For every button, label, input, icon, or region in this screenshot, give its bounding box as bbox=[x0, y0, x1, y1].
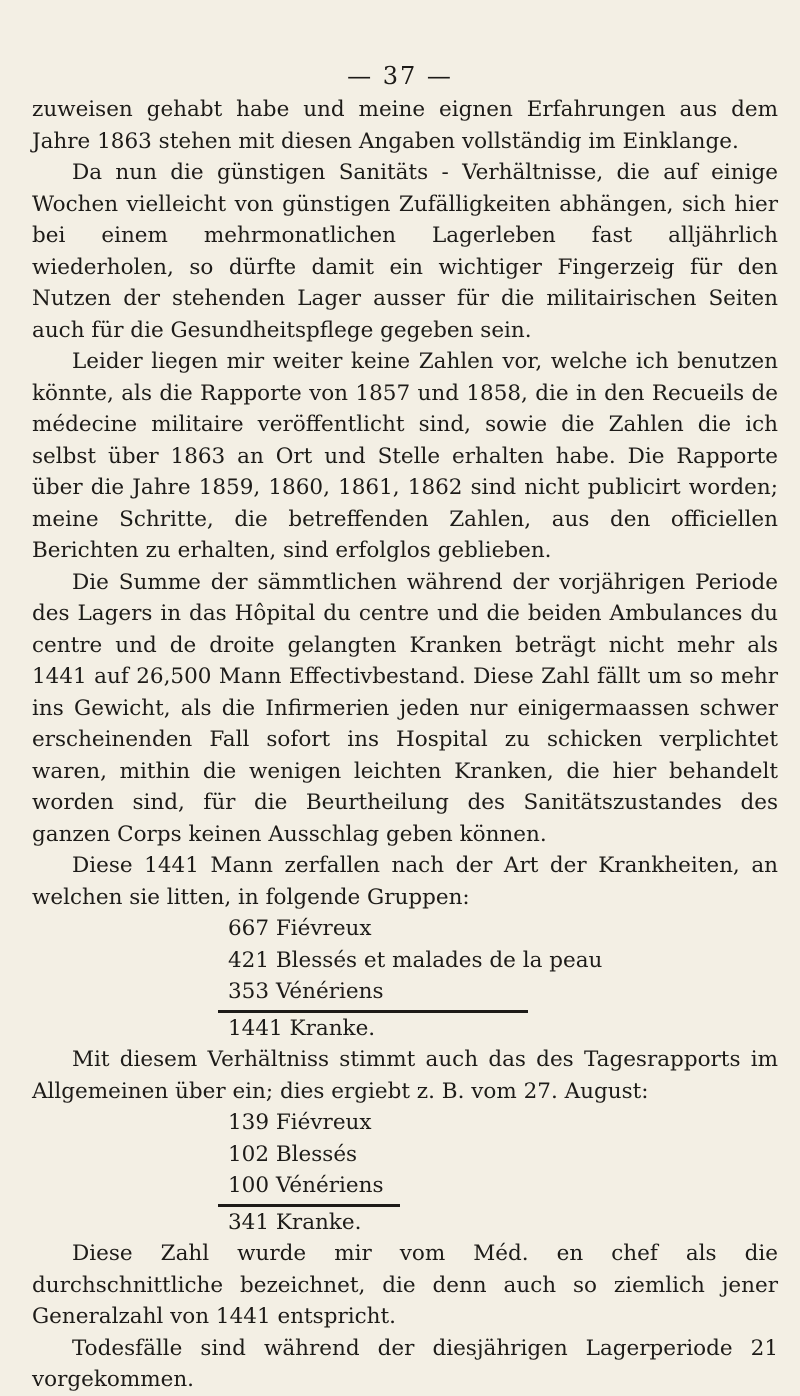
daily-report-table bbox=[32, 1107, 778, 1238]
table-total: 1441 Kranke. bbox=[228, 1015, 376, 1041]
table-row: 100 Vénériens bbox=[228, 1173, 384, 1198]
paragraph: Todesfälle sind während der diesjährigen Lagerperiode 21 vorgekommen. bbox=[32, 1335, 778, 1392]
paragraph: Mit diesem Verhältniss stimmt auch das des Tagesrapports im Allgemeinen über ein; dies ergiebt z. B. vom 27. August: bbox=[32, 1047, 778, 1104]
disease-groups-table bbox=[32, 913, 778, 1044]
paragraph: Die Summe der sämmtlichen während der vorjährigen Periode des Lagers in das Hôpital du centre und die beiden Ambulances du centre und de droite gelangten Kranken beträgt nicht mehr als 1441 auf 26,500 Mann Effectivbestand. Diese Zahl fällt um so mehr ins Gewicht, als die Infirmerien jeden nur einigermaassen schwer erscheinenden Fall sofort ins Hospital zu schicken verplichtet waren, mithin die wenigen leichten Kranken, die hier behandelt worden sind, für die Beurtheilung des Sanitätszustandes des ganzen Corps keinen Ausschlag geben können. bbox=[32, 569, 778, 847]
table-row: 353 Vénériens bbox=[228, 979, 384, 1004]
body-text bbox=[32, 94, 778, 1396]
paragraph: Leider liegen mir weiter keine Zahlen vor, welche ich benutzen könnte, als die Rapporte von 1857 und 1858, die in den Recueils de médecine militaire veröffentlicht sind, sowie die Zahlen die ich selbst über 1863 an Ort und Stelle erhalten habe. Die Rapporte über die Jahre 1859, 1860, 1861, 1862 sind nicht publicirt worden; meine Schritte, die betreffenden Zahlen, aus den officiellen Berichten zu erhalten, sind erfolglos geblieben. bbox=[32, 349, 778, 563]
paragraph: zuweisen gehabt habe und meine eignen Erfahrungen aus dem Jahre 1863 stehen mit diesen Angaben vollständig im Einklange. bbox=[32, 97, 778, 154]
paragraph: Da nun die günstigen Sanitäts - Verhältnisse, die auf einige Wochen vielleicht von günstigen Zufälligkeiten abhängen, sich hier bei einem mehrmonatlichen Lagerleben fast alljährlich wiederholen, so dürfte damit ein wichtiger Fingerzeig für den Nutzen der stehenden Lager ausser für die militairischen Seiten auch für die Gesundheitspflege gegeben sein. bbox=[32, 160, 778, 343]
page-number: — 37 — bbox=[347, 62, 453, 90]
table-row: 139 Fiévreux bbox=[228, 1110, 372, 1135]
table-row: 102 Blessés bbox=[228, 1141, 358, 1167]
paragraph: Diese 1441 Mann zerfallen nach der Art der Krankheiten, an welchen sie litten, in folgende Gruppen: bbox=[32, 853, 778, 910]
table-row: 421 Blessés et malades de la peau bbox=[228, 947, 603, 973]
table-total: 341 Kranke. bbox=[228, 1209, 362, 1235]
table-row: 667 Fiévreux bbox=[228, 916, 372, 941]
paragraph: Diese Zahl wurde mir vom Méd. en chef als die durchschnittliche bezeichnet, die denn auch so ziemlich jener Generalzahl von 1441 entspricht. bbox=[32, 1241, 778, 1329]
